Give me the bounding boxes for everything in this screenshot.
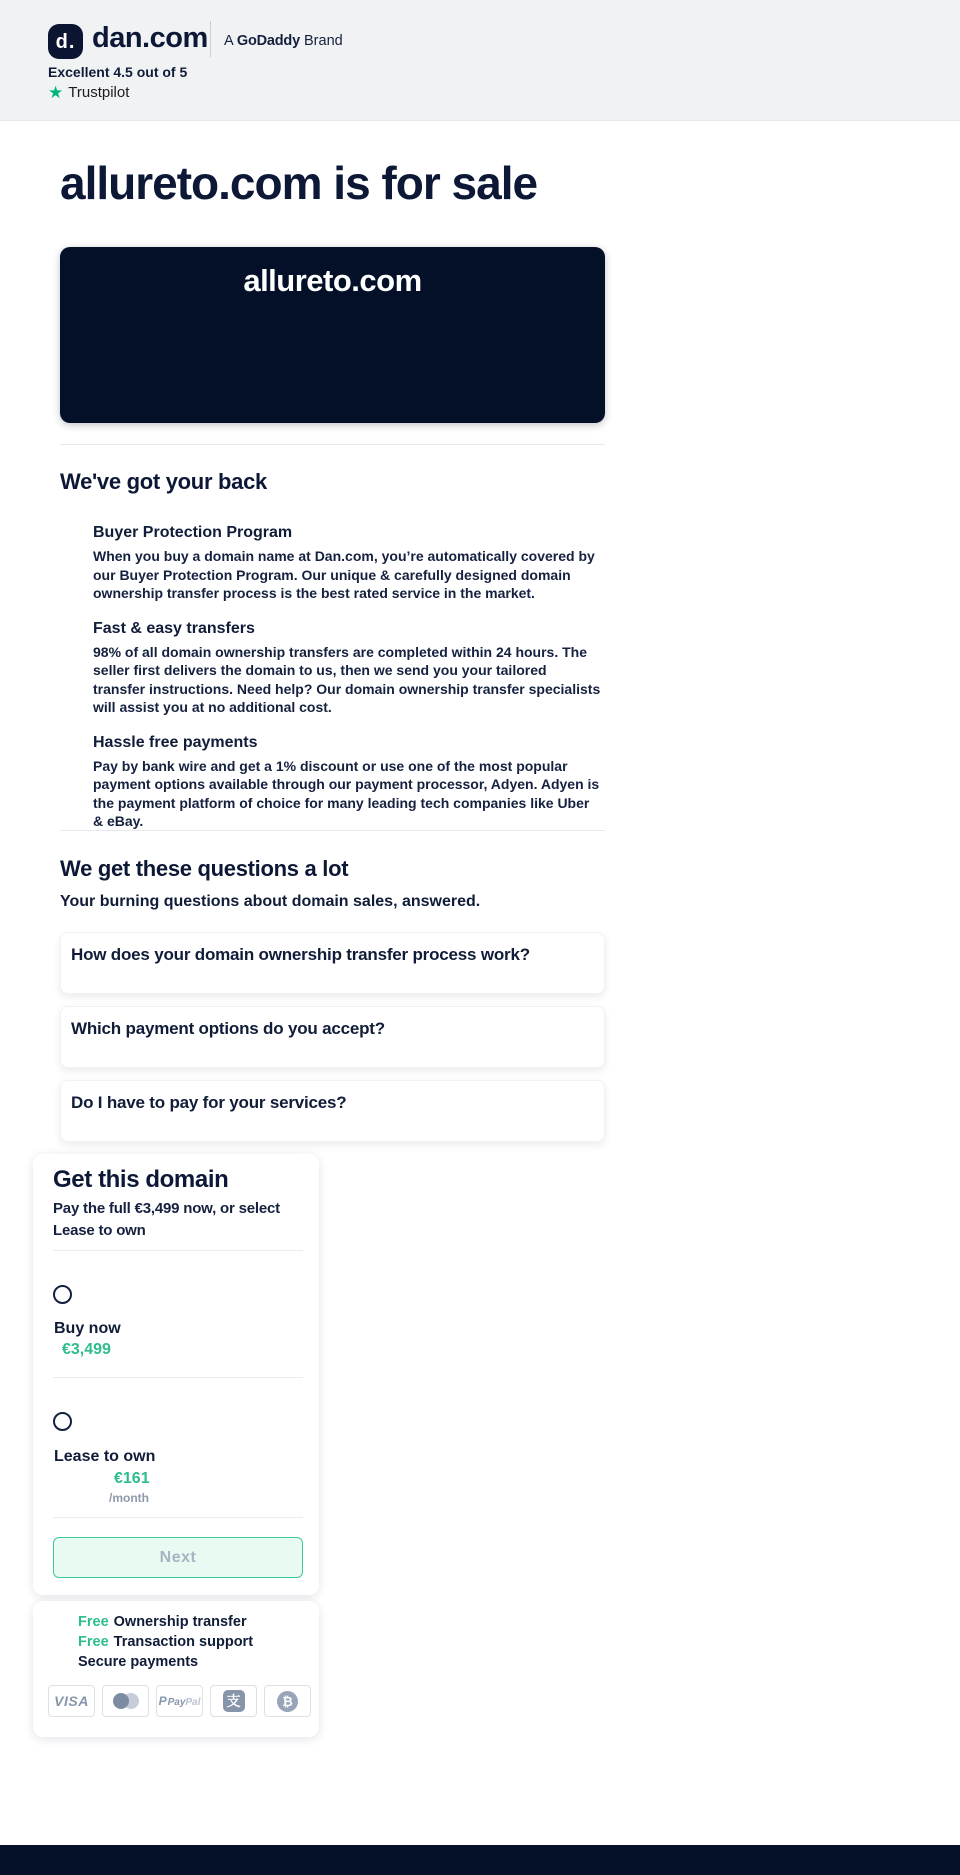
buy-now-radio[interactable]	[53, 1285, 72, 1304]
faq-question-text: How does your domain ownership transfer process work?	[71, 945, 530, 964]
support-item-body: When you buy a domain name at Dan.com, you’re automatically covered by our Buyer Protection Program. Our unique & carefully designed domain ownership transfer process is the best rated service in the market.	[93, 548, 595, 601]
support-item-title: Buyer Protection Program	[93, 524, 293, 541]
benefit-label: Secure payments	[78, 1654, 199, 1670]
faq-heading: We get these questions a lot	[60, 856, 349, 881]
dan-logo-glyph: d.	[55, 30, 76, 53]
support-item	[93, 734, 601, 831]
card-divider	[53, 1517, 303, 1518]
trustpilot-label: Trustpilot	[68, 84, 130, 101]
support-list	[93, 524, 601, 848]
header-divider	[210, 21, 211, 57]
alipay-icon: 支	[210, 1685, 257, 1717]
benefits-card	[33, 1601, 319, 1737]
next-button[interactable]: Next	[53, 1537, 303, 1578]
header	[0, 0, 960, 121]
mastercard-icon	[102, 1685, 149, 1717]
benefit-item	[78, 1632, 253, 1652]
buy-now-price: €3,499	[62, 1341, 111, 1358]
card-divider	[53, 1377, 303, 1378]
benefit-item	[78, 1612, 253, 1632]
bitcoin-icon: ₿	[264, 1685, 311, 1717]
benefits-list	[78, 1612, 253, 1672]
lease-to-own-label: Lease to own	[54, 1448, 156, 1465]
domain-banner	[60, 247, 605, 423]
lease-price: €161	[114, 1470, 150, 1487]
godaddy-suffix: Brand	[304, 33, 343, 49]
support-item-body: Pay by bank wire and get a 1% discount or use one of the most popular payment options available through our payment processor, Adyen. Adyen is the payment platform of choice for many leading tech companies like Uber & eBay.	[93, 757, 600, 829]
page-title: allureto.com is for sale	[60, 157, 538, 209]
section-divider	[60, 444, 605, 445]
support-item-title: Hassle free payments	[93, 733, 258, 751]
support-item-body: 98% of all domain ownership transfers are completed within 24 hours. The seller first delivers the domain to us, then we send you your tailored transfer instructions. Need help? Our domain ownership transfer specialists will assist you at no additional cost.	[93, 643, 601, 715]
footer-bar	[0, 1845, 960, 1875]
purchase-heading: Get this domain	[53, 1166, 229, 1193]
purchase-subheading: Pay the full €3,499 now, or select Lease to own	[53, 1200, 280, 1239]
buy-now-label: Buy now	[54, 1320, 121, 1337]
benefit-free-tag: Free	[78, 1614, 109, 1630]
support-item	[93, 620, 601, 717]
get-this-domain-card	[33, 1154, 319, 1595]
paypal-icon: PPayPal	[156, 1685, 203, 1717]
visa-icon: VISA	[48, 1685, 95, 1717]
brand-wordmark[interactable]: dan.com	[92, 22, 208, 54]
benefit-free-tag: Free	[78, 1634, 109, 1650]
godaddy-wordmark: GoDaddy	[236, 33, 300, 49]
benefit-item	[78, 1652, 253, 1672]
trustpilot-link[interactable]	[48, 84, 129, 101]
payment-methods-row	[48, 1685, 311, 1717]
lease-per-month: /month	[109, 1491, 149, 1505]
support-heading: We've got your back	[60, 469, 267, 494]
faq-question-card[interactable]	[60, 932, 605, 994]
trustpilot-rating-text: Excellent 4.5 out of 5	[48, 64, 188, 80]
benefit-label: Transaction support	[113, 1634, 254, 1650]
card-divider	[53, 1250, 303, 1251]
faq-question-text: Which payment options do you accept?	[71, 1019, 385, 1038]
trustpilot-star-icon: ★	[48, 83, 64, 102]
section-divider	[60, 830, 605, 831]
dan-logo-icon[interactable]	[48, 24, 83, 59]
faq-subheading: Your burning questions about domain sales, answered.	[60, 893, 481, 910]
domain-name: allureto.com	[243, 263, 422, 298]
lease-to-own-radio[interactable]	[53, 1412, 72, 1431]
godaddy-brandline	[224, 33, 343, 49]
support-item-title: Fast & easy transfers	[93, 619, 255, 637]
benefit-label: Ownership transfer	[113, 1614, 247, 1630]
godaddy-prefix: A	[224, 33, 233, 49]
faq-question-card[interactable]	[60, 1080, 605, 1142]
support-item	[93, 524, 601, 603]
faq-question-card[interactable]	[60, 1006, 605, 1068]
faq-question-text: Do I have to pay for your services?	[71, 1093, 347, 1112]
